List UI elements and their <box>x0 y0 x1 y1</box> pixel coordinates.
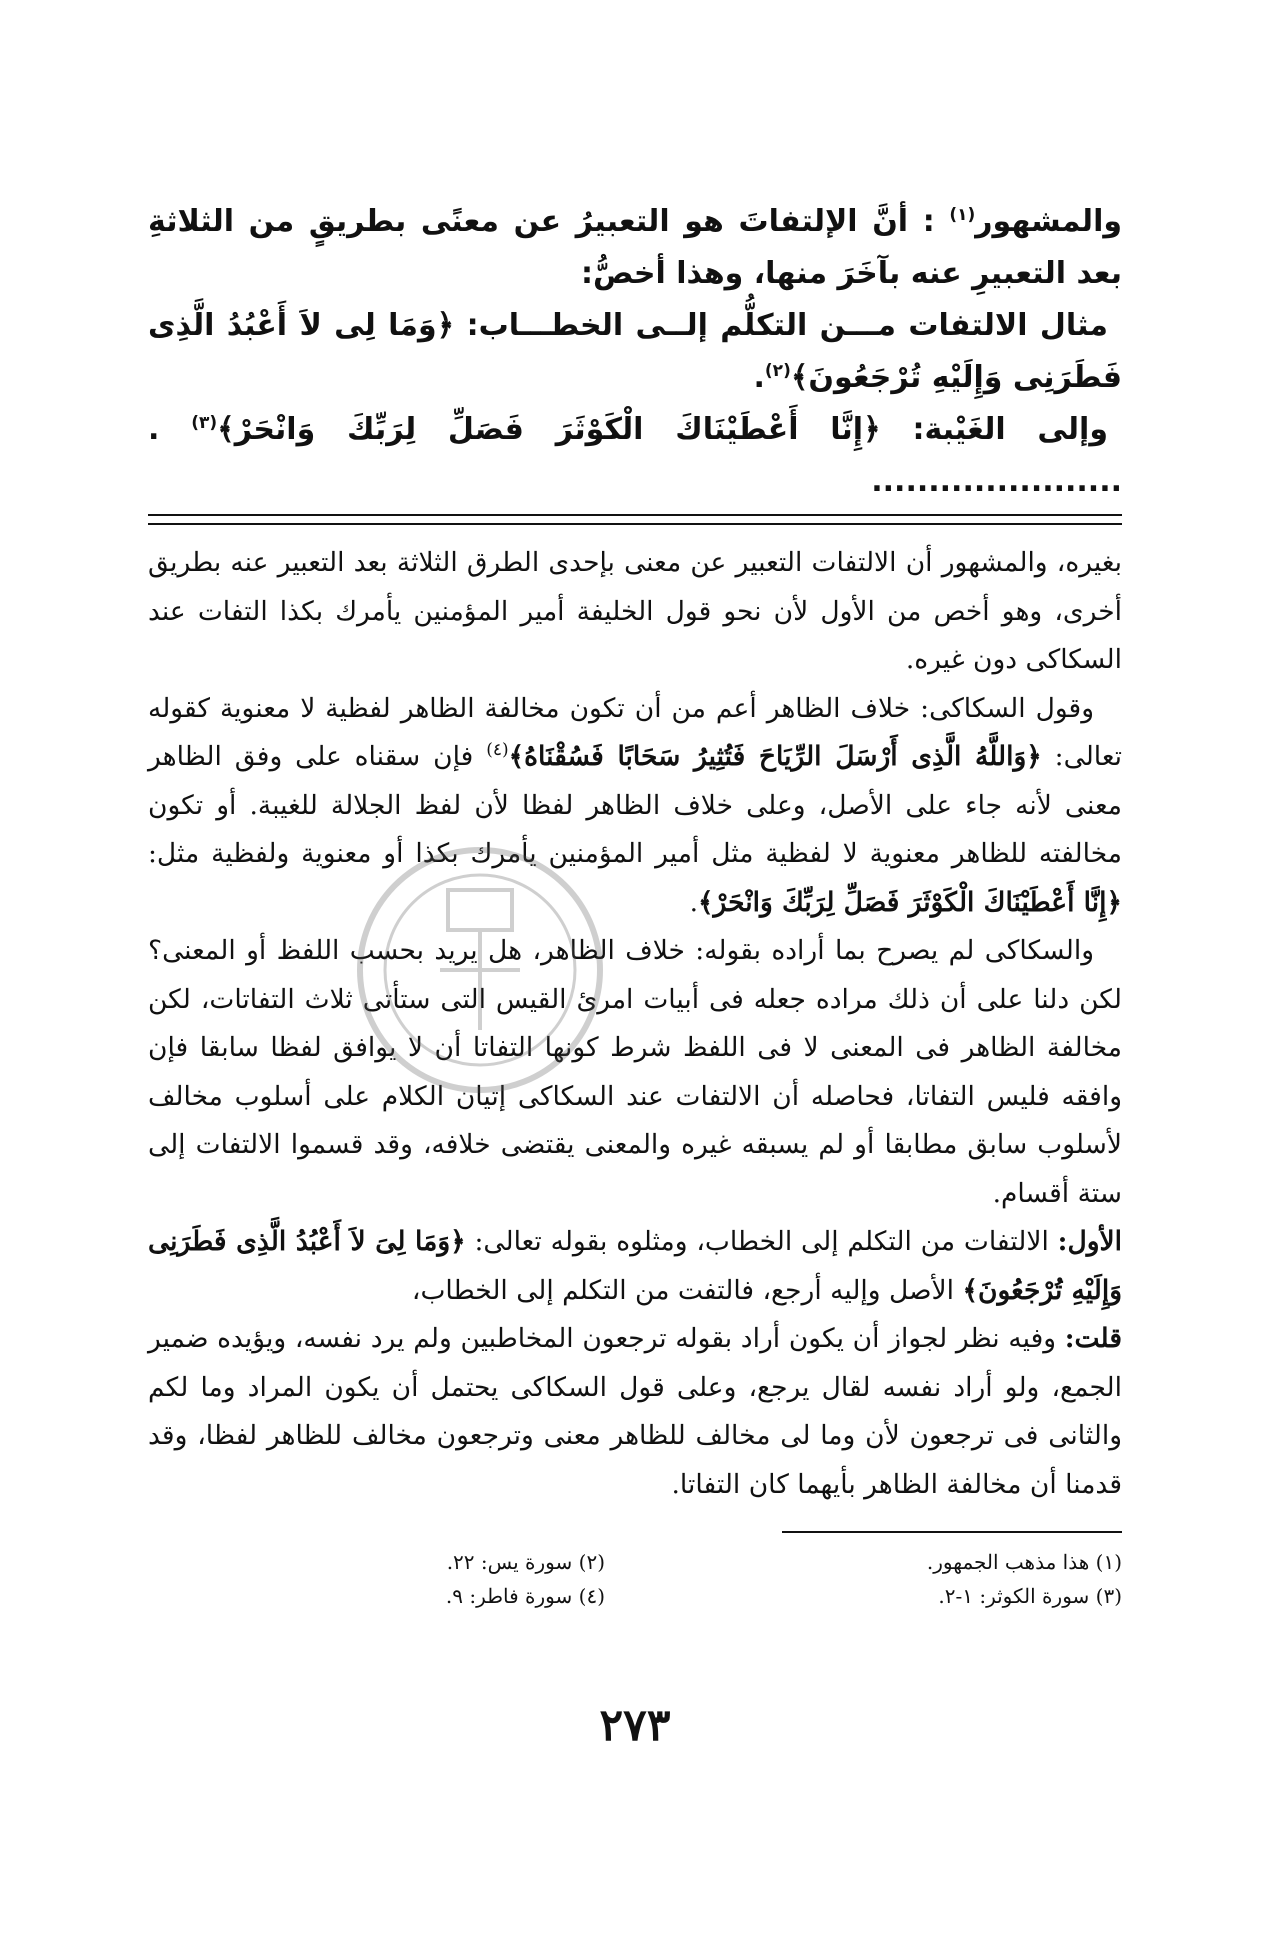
footnote-ref-1: (١) <box>949 205 976 225</box>
sharh-paragraph-3: والسكاكى لم يصرح بما أراده بقوله: خلاف الظاهر، هل يريد بحسب اللفظ أو المعنى؟ لكن دلنا على أن ذلك مراده جعله فى أبيات امرئ القيس التى ستأتى ثلاث التفاتات، لكن مخالفة الظاهر فى المعنى لا فى اللفظ شرط كونها التفاتا أن لا يوافق لفظا سابقا فإن وافقه فليس التفاتا، فحاصله أن الالتفات عند السكاكى إتيان الكلام على أسلوب مخالف لأسلوب سابق مطابقا أو لم يسبقه غيره والمعنى يقتضى خلافه، وقد قسموا الالتفات إلى ستة أقسام. <box>148 935 1122 1209</box>
quran-verse-fatir: ﴿وَاللَّهُ الَّذِى أَرْسَلَ الرِّيَاحَ فَتُثِيرُ سَحَابًا فَسُقْنَاهُ﴾ <box>508 741 1042 772</box>
label-qultu: قلت: <box>1064 1323 1122 1354</box>
matn-definition: : أنَّ الإلتفاتَ هو التعبيرُ عن معنًى بطريقٍ من الثلاثةِ بعد التعبيرِ عنه بآخَرَ منها، وهذا أخصُّ: <box>148 204 1122 291</box>
footnote-4: (٤) سورة فاطر: ٩. <box>445 1584 605 1608</box>
matn-paragraph-2 <box>148 300 1122 404</box>
matn-paragraph-3 <box>148 404 1122 508</box>
book-page <box>148 196 1122 1936</box>
quran-verse-kawthar: ﴿إِنَّا أَعْطَيْنَاكَ الْكَوْثَرَ فَصَلِّ لِرَبِّكَ وَانْحَرْ﴾ <box>217 412 881 447</box>
ellipsis-dots: . ...................... <box>148 412 1122 499</box>
sharh-paragraph-1: بغيره، والمشهور أن الالتفات التعبير عن معنى بإحدى الطرق الثلاثة بعد التعبير عنه بطريق أخرى، وهو أخص من الأول لأن نحو قول الخليفة أمير المؤمنين يأمرك بكذا التفات عند السكاكى دون غيره. <box>148 547 1122 675</box>
quran-verse-kawthar-2: ﴿إِنَّا أَعْطَيْنَاكَ الْكَوْثَرَ فَصَلِّ لِرَبِّكَ وَانْحَرْ﴾ <box>698 886 1122 918</box>
quran-verse-yasin: ﴿وَمَا لِى لاَ أَعْبُدُ الَّذِى فَطَرَنِى وَإِلَيْهِ تُرْجَعُونَ﴾ <box>148 308 1122 395</box>
matn-example-label: مثال الالتفات مـــن التكلُّم إلــى الخطـــاب: <box>466 308 1108 343</box>
footnotes <box>148 1545 1122 1613</box>
footnote-ref-2: (٢) <box>764 361 791 381</box>
matn-text <box>148 196 1122 508</box>
sharh-text-span: فإن سقناه على وفق الظاهر معنى لأنه جاء على الأصل، وعلى خلاف الظاهر لفظا لأن لفظ الجلالة للغيبة. أو تكون مخالفته للظاهر معنوية لا لفظية مثل أمير المؤمنين يأمرك بكذا أو معنوية ولفظية مثل: <box>148 741 1122 869</box>
sharh-text-span: الأصل وإليه أرجع، فالتفت من التكلم إلى الخطاب، <box>411 1274 955 1306</box>
punctuation: . <box>753 360 765 395</box>
sharh-text-span: وقول السكاكى: خلاف الظاهر أعم من أن تكون مخالفة الظاهر لفظية لا معنوية كقوله تعالى: <box>148 692 1122 772</box>
punctuation: . <box>689 886 699 918</box>
sharh-text-span: وفيه نظر لجواز أن يكون أراد بقوله ترجعون المخاطبين ولم يرد نفسه، ويؤيده ضمير الجمع، ولو أراد نفسه لقال يرجع، وعلى قول السكاكى يحتمل أن يكون المراد وما لكم والثانى فى ترجعون لأن وما لى مخالف للظاهر معنى وترجعون مخالف للظاهر لفظا، وقد قدمنا أن مخالفة الظاهر بأيهما كان التفاتا. <box>148 1323 1122 1500</box>
matn-ghayba-label: وإلى الغَيْبة: <box>912 412 1108 447</box>
matn-word-mashhur: والمشهور <box>975 204 1122 239</box>
section-label-first: الأول: <box>1057 1226 1122 1257</box>
matn-paragraph-1 <box>148 196 1122 300</box>
sharh-paragraph-2 <box>148 685 1122 928</box>
footnote-ref-3: (٣) <box>191 413 218 433</box>
sharh-text <box>148 539 1122 1509</box>
footnote-3: (٣) سورة الكوثر: ١-٢. <box>938 1584 1122 1608</box>
footnote-2: (٢) سورة يس: ٢٢. <box>446 1550 605 1574</box>
footnote-ref-4: (٤) <box>486 740 509 761</box>
footnote-1: (١) هذا مذهب الجمهور. <box>926 1550 1122 1574</box>
page-number: ٢٧٣ <box>599 1700 671 1751</box>
sharh-text-span: الالتفات من التكلم إلى الخطاب، ومثلوه بقوله تعالى: <box>474 1226 1049 1257</box>
section-divider <box>148 514 1122 525</box>
footnote-divider <box>782 1531 1122 1533</box>
sharh-paragraph-4 <box>148 1218 1122 1315</box>
sharh-paragraph-5 <box>148 1315 1122 1509</box>
quran-verse-yasin-2: ﴿وَمَا لِىَ لاَ أَعْبُدُ الَّذِى فَطَرَنِى وَإِلَيْهِ تُرْجَعُونَ﴾ <box>148 1226 1122 1306</box>
